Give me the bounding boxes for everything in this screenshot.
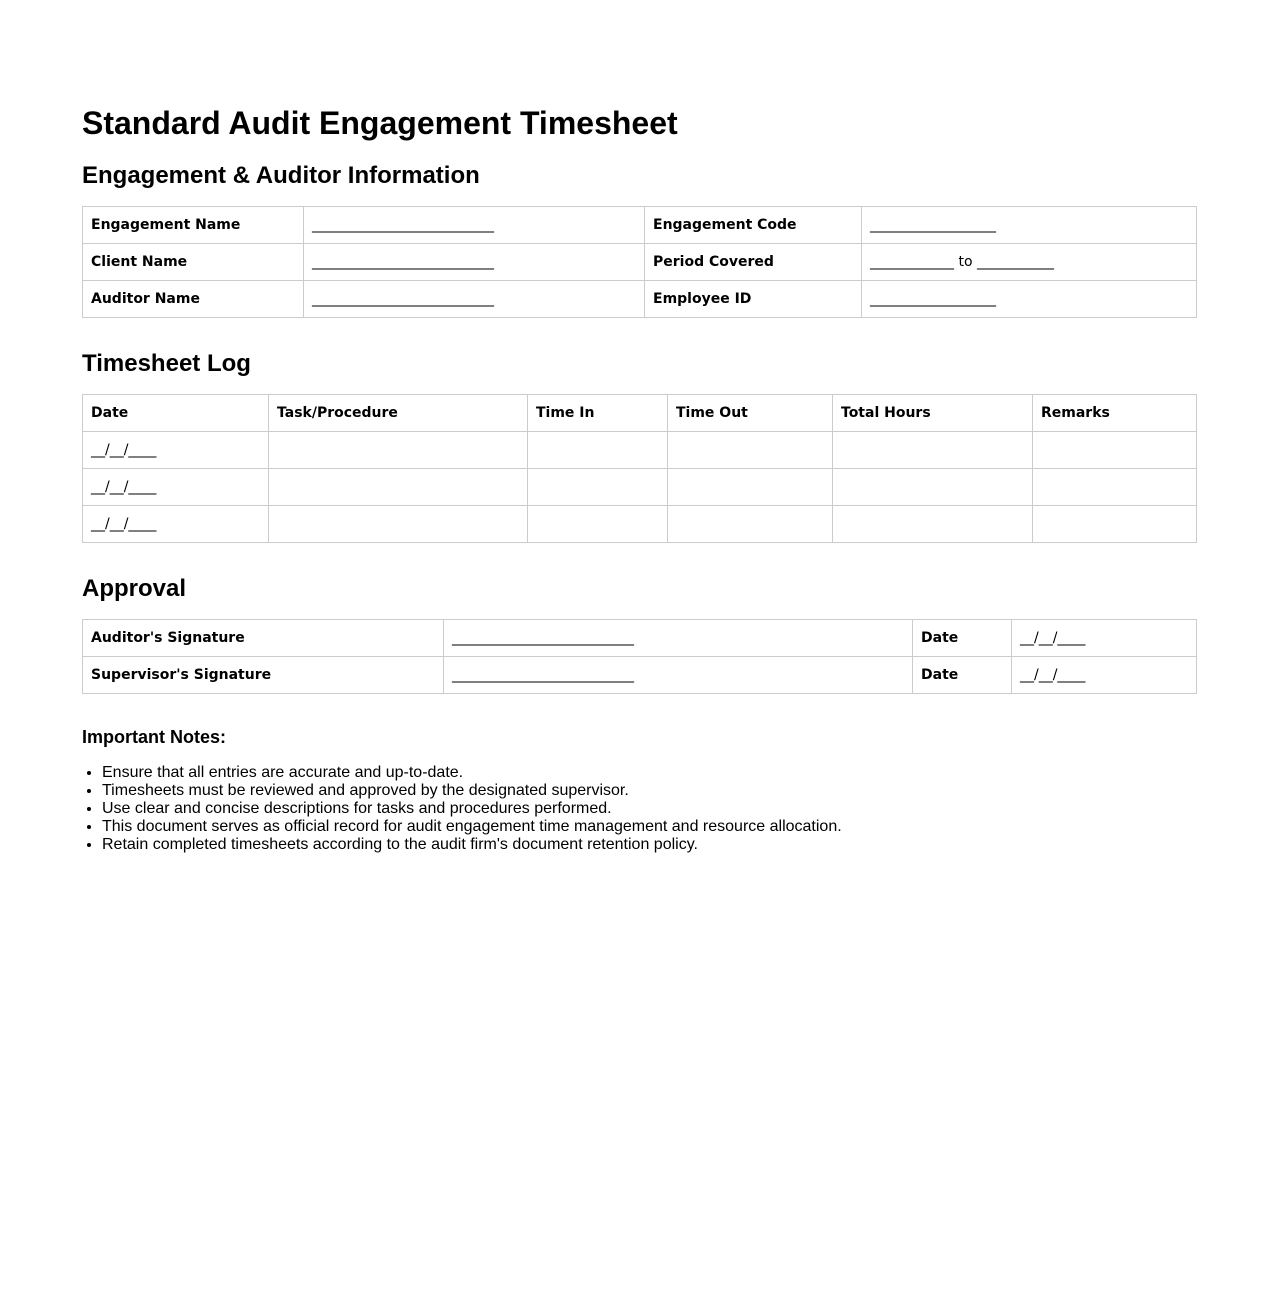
log-total-hours-cell[interactable]: [833, 506, 1033, 543]
log-header-row: [83, 395, 1197, 432]
log-total-hours-cell[interactable]: [833, 432, 1033, 469]
info-row-engagement: [83, 207, 1197, 244]
supervisor-signature-label: Supervisor's Signature: [83, 657, 444, 694]
table-row: [83, 469, 1197, 506]
log-time-in-cell[interactable]: [528, 506, 668, 543]
log-remarks-cell[interactable]: [1033, 432, 1197, 469]
supervisor-date-field[interactable]: __/__/____: [1012, 657, 1197, 694]
log-section-heading: Timesheet Log: [82, 350, 251, 377]
employee-id-field[interactable]: __________________: [862, 281, 1197, 318]
supervisor-signature-field[interactable]: __________________________: [444, 657, 913, 694]
log-time-in-cell[interactable]: [528, 469, 668, 506]
client-name-field[interactable]: __________________________: [304, 244, 645, 281]
approval-section-heading: Approval: [82, 575, 187, 602]
page-title: Standard Audit Engagement Timesheet: [82, 105, 678, 141]
column-header-task: Task/Procedure: [269, 395, 528, 432]
log-time-in-cell[interactable]: [528, 432, 668, 469]
log-time-out-cell[interactable]: [668, 469, 833, 506]
log-task-cell[interactable]: [269, 506, 528, 543]
engagement-name-field[interactable]: __________________________: [304, 207, 645, 244]
approval-table: [82, 619, 1197, 694]
log-date-cell[interactable]: __/__/____: [83, 506, 269, 543]
approval-row-supervisor: [83, 657, 1197, 694]
client-name-label: Client Name: [83, 244, 304, 281]
column-header-total-hours: Total Hours: [833, 395, 1033, 432]
column-header-date: Date: [83, 395, 269, 432]
info-row-auditor: [83, 281, 1197, 318]
engagement-code-label: Engagement Code: [645, 207, 862, 244]
engagement-name-label: Engagement Name: [83, 207, 304, 244]
log-task-cell[interactable]: [269, 432, 528, 469]
list-item: • This document serves as official record for audit engagement time management and resource allocation.: [102, 818, 1196, 836]
list-item: • Ensure that all entries are accurate and up-to-date.: [102, 764, 1196, 782]
auditor-date-field[interactable]: __/__/____: [1012, 620, 1197, 657]
period-covered-field[interactable]: ____________ to ___________: [862, 244, 1197, 281]
log-time-out-cell[interactable]: [668, 432, 833, 469]
auditor-signature-label: Auditor's Signature: [83, 620, 444, 657]
list-item: • Retain completed timesheets according to the audit firm's document retention policy.: [102, 836, 1196, 854]
approval-row-auditor: [83, 620, 1197, 657]
notes-heading: Important Notes:: [82, 727, 226, 747]
column-header-time-in: Time In: [528, 395, 668, 432]
auditor-name-field[interactable]: __________________________: [304, 281, 645, 318]
list-item: • Use clear and concise descriptions for tasks and procedures performed.: [102, 800, 1196, 818]
engagement-code-field[interactable]: __________________: [862, 207, 1197, 244]
info-row-client: [83, 244, 1197, 281]
list-item: • Timesheets must be reviewed and approved by the designated supervisor.: [102, 782, 1196, 800]
engagement-info-table: [82, 206, 1197, 318]
notes-list: [82, 764, 1196, 854]
period-covered-label: Period Covered: [645, 244, 862, 281]
table-row: [83, 432, 1197, 469]
log-total-hours-cell[interactable]: [833, 469, 1033, 506]
auditor-date-label: Date: [913, 620, 1012, 657]
column-header-time-out: Time Out: [668, 395, 833, 432]
info-section-heading: Engagement & Auditor Information: [82, 162, 480, 189]
table-row: [83, 506, 1197, 543]
auditor-signature-field[interactable]: __________________________: [444, 620, 913, 657]
employee-id-label: Employee ID: [645, 281, 862, 318]
timesheet-log-table: [82, 394, 1197, 543]
supervisor-date-label: Date: [913, 657, 1012, 694]
log-date-cell[interactable]: __/__/____: [83, 469, 269, 506]
log-remarks-cell[interactable]: [1033, 506, 1197, 543]
log-remarks-cell[interactable]: [1033, 469, 1197, 506]
log-date-cell[interactable]: __/__/____: [83, 432, 269, 469]
log-time-out-cell[interactable]: [668, 506, 833, 543]
auditor-name-label: Auditor Name: [83, 281, 304, 318]
log-task-cell[interactable]: [269, 469, 528, 506]
column-header-remarks: Remarks: [1033, 395, 1197, 432]
